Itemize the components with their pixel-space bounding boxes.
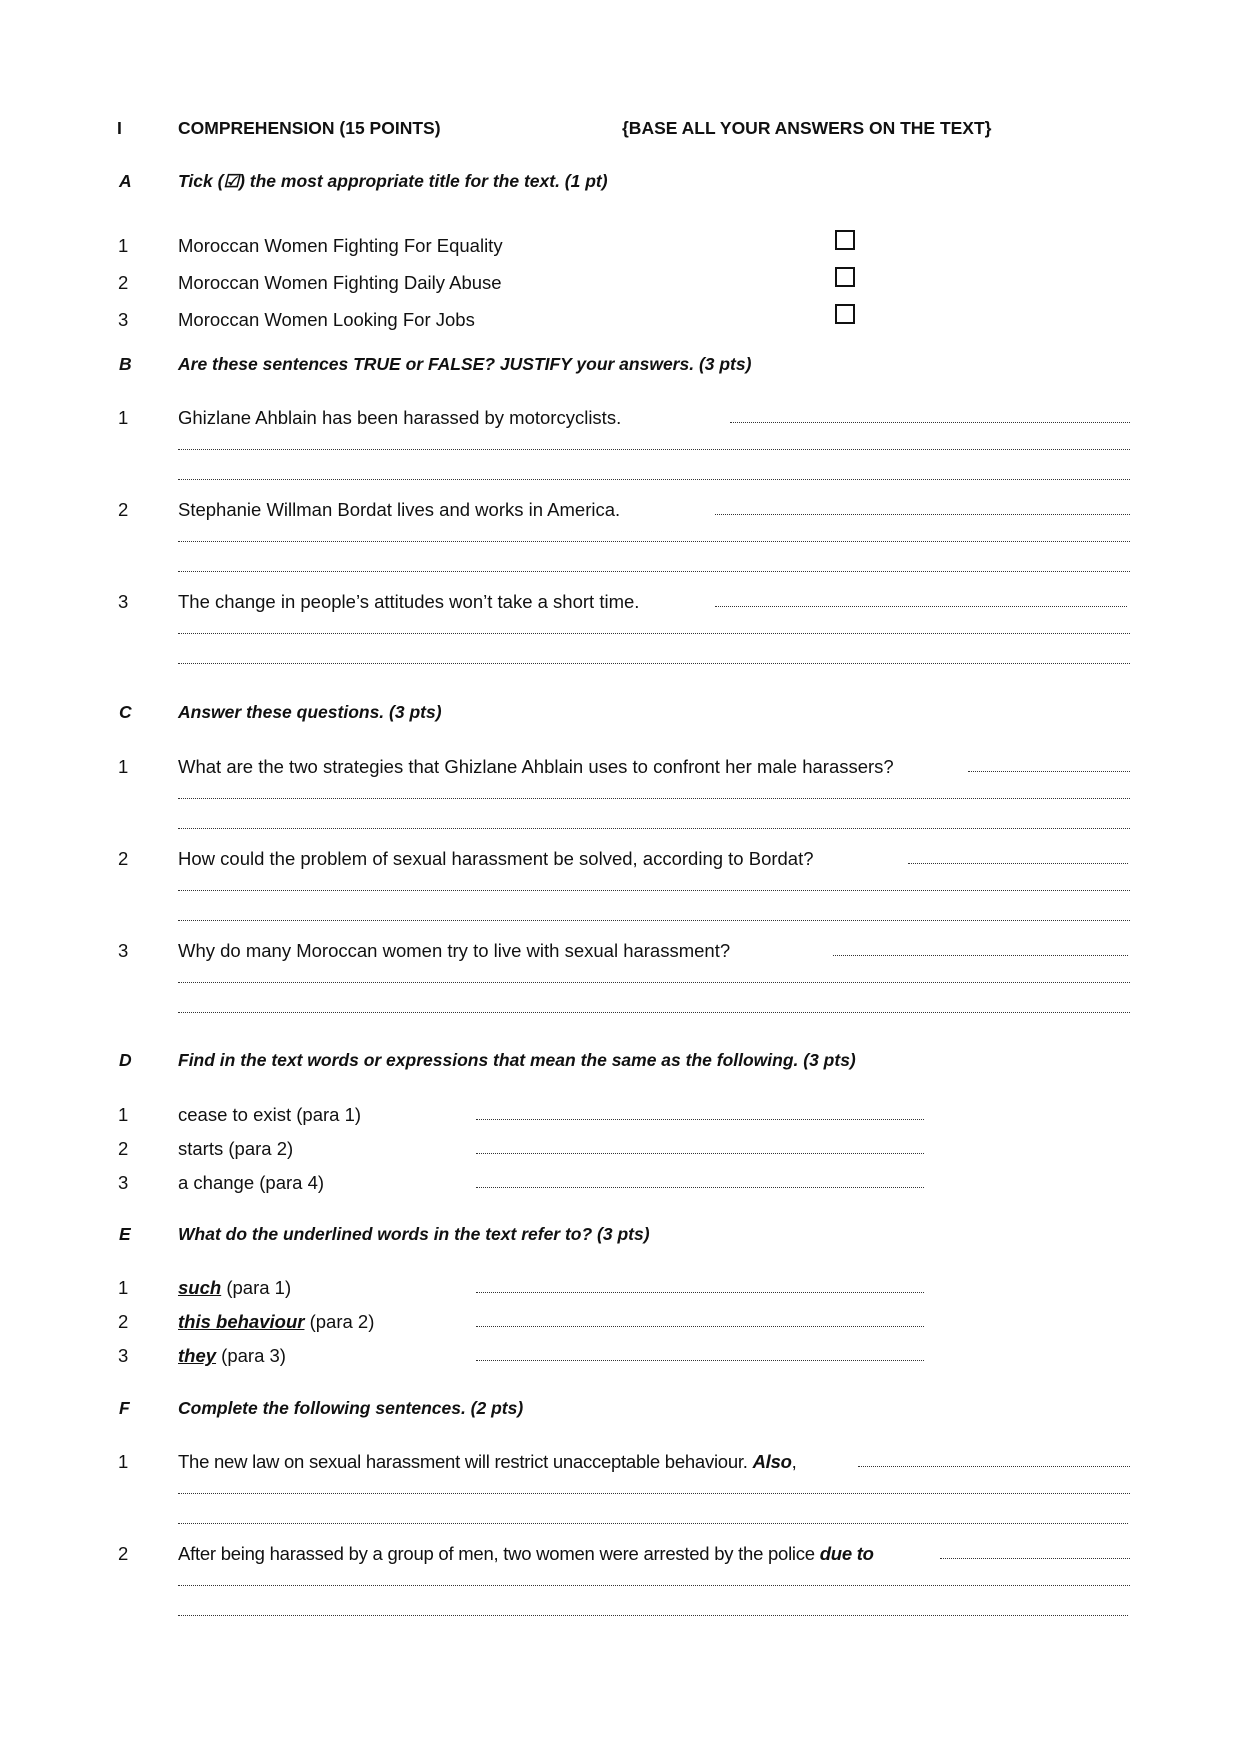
completion-prompt (178, 1451, 797, 1473)
answer-line[interactable] (178, 890, 1130, 891)
section-letter-e: E (119, 1224, 131, 1244)
answer-line[interactable] (178, 828, 1130, 829)
answer-line[interactable] (715, 606, 1127, 607)
item-number: 2 (118, 499, 129, 520)
answer-line[interactable] (178, 663, 1130, 664)
section-f-instruction: Complete the following sentences. (2 pts) (178, 1398, 524, 1418)
section-letter-a: A (119, 171, 132, 191)
item-number: 1 (118, 1277, 129, 1298)
answer-line[interactable] (476, 1292, 924, 1293)
reference-prompt (178, 1277, 291, 1299)
section-letter-b: B (119, 354, 132, 374)
section-c-instruction: Answer these questions. (3 pts) (178, 702, 442, 722)
answer-line[interactable] (476, 1326, 924, 1327)
item-number: 3 (118, 1172, 129, 1193)
section-letter-d: D (119, 1050, 132, 1070)
item-number: 3 (118, 940, 129, 961)
section-d-instruction: Find in the text words or expressions that mean the same as the following. (3 pts) (178, 1050, 856, 1070)
answer-line[interactable] (968, 771, 1130, 772)
section-numeral: I (117, 118, 122, 138)
item-number: 2 (118, 1138, 129, 1159)
item-number: 2 (118, 848, 129, 869)
vocab-prompt: cease to exist (para 1) (178, 1104, 362, 1125)
section-b-instruction: Are these sentences TRUE or FALSE? JUSTIFY your answers. (3 pts) (178, 354, 752, 374)
option-3-checkbox[interactable] (835, 304, 855, 324)
question-text: Why do many Moroccan women try to live with sexual harassment? (178, 940, 731, 961)
section-letter-c: C (119, 702, 132, 722)
item-number: 1 (118, 1104, 129, 1125)
answer-line[interactable] (908, 863, 1128, 864)
answer-line[interactable] (476, 1153, 924, 1154)
para-ref: (para 1) (221, 1277, 292, 1298)
answer-line[interactable] (858, 1466, 1130, 1467)
prompt-text: The new law on sexual harassment will restrict unacceptable behaviour. (178, 1451, 753, 1472)
question-text: What are the two strategies that Ghizlane Ahblain uses to confront her male harassers? (178, 756, 894, 777)
option-text: Moroccan Women Fighting Daily Abuse (178, 272, 502, 293)
reference-prompt (178, 1345, 286, 1367)
answer-line[interactable] (178, 571, 1130, 572)
option-text: Moroccan Women Fighting For Equality (178, 235, 503, 256)
answer-line[interactable] (178, 1493, 1130, 1494)
statement-text: Stephanie Willman Bordat lives and works in America. (178, 499, 621, 520)
para-ref: (para 2) (304, 1311, 375, 1332)
cue-word: Also (752, 1451, 792, 1472)
statement-text: The change in people’s attitudes won’t take a short time. (178, 591, 640, 612)
option-2-checkbox[interactable] (835, 267, 855, 287)
section-a-instruction: Tick (☑) the most appropriate title for the text. (1 pt) (178, 171, 608, 191)
item-number: 2 (118, 1543, 129, 1564)
option-1-checkbox[interactable] (835, 230, 855, 250)
underlined-word: this behaviour (178, 1311, 305, 1332)
para-ref: (para 3) (216, 1345, 286, 1366)
option-number: 3 (118, 309, 129, 330)
answer-line[interactable] (178, 541, 1130, 542)
prompt-text: After being harassed by a group of men, two women were arrested by the police (178, 1543, 820, 1564)
answer-line[interactable] (178, 920, 1130, 921)
item-number: 1 (118, 407, 129, 428)
answer-line[interactable] (178, 798, 1130, 799)
item-number: 3 (118, 1345, 129, 1366)
underlined-word: such (178, 1277, 222, 1298)
reference-prompt (178, 1311, 374, 1333)
underlined-word: they (178, 1345, 217, 1366)
answer-line[interactable] (178, 479, 1130, 480)
header-note: {BASE ALL YOUR ANSWERS ON THE TEXT} (622, 118, 992, 138)
answer-line[interactable] (178, 1523, 1128, 1524)
answer-line[interactable] (940, 1558, 1130, 1559)
completion-prompt (178, 1543, 874, 1565)
answer-line[interactable] (476, 1119, 924, 1120)
cue-word: due to (819, 1543, 874, 1564)
section-letter-f: F (119, 1398, 130, 1418)
vocab-prompt: starts (para 2) (178, 1138, 294, 1159)
answer-line[interactable] (178, 1615, 1128, 1616)
page-title: COMPREHENSION (15 POINTS) (178, 118, 441, 138)
item-number: 3 (118, 591, 129, 612)
answer-line[interactable] (476, 1360, 924, 1361)
option-text: Moroccan Women Looking For Jobs (178, 309, 475, 330)
section-e-instruction: What do the underlined words in the text refer to? (3 pts) (178, 1224, 650, 1244)
item-number: 1 (118, 1451, 129, 1472)
cue-punct: , (791, 1451, 797, 1472)
statement-text: Ghizlane Ahblain has been harassed by motorcyclists. (178, 407, 622, 428)
item-number: 1 (118, 756, 129, 777)
answer-line[interactable] (178, 1585, 1130, 1586)
question-text: How could the problem of sexual harassment be solved, according to Bordat? (178, 848, 814, 869)
option-number: 1 (118, 235, 129, 256)
item-number: 2 (118, 1311, 129, 1332)
answer-line[interactable] (833, 955, 1128, 956)
vocab-prompt: a change (para 4) (178, 1172, 325, 1193)
answer-line[interactable] (715, 514, 1130, 515)
answer-line[interactable] (178, 633, 1130, 634)
option-number: 2 (118, 272, 129, 293)
answer-line[interactable] (178, 982, 1130, 983)
answer-line[interactable] (178, 1012, 1130, 1013)
answer-line[interactable] (730, 422, 1130, 423)
answer-line[interactable] (476, 1187, 924, 1188)
answer-line[interactable] (178, 449, 1130, 450)
